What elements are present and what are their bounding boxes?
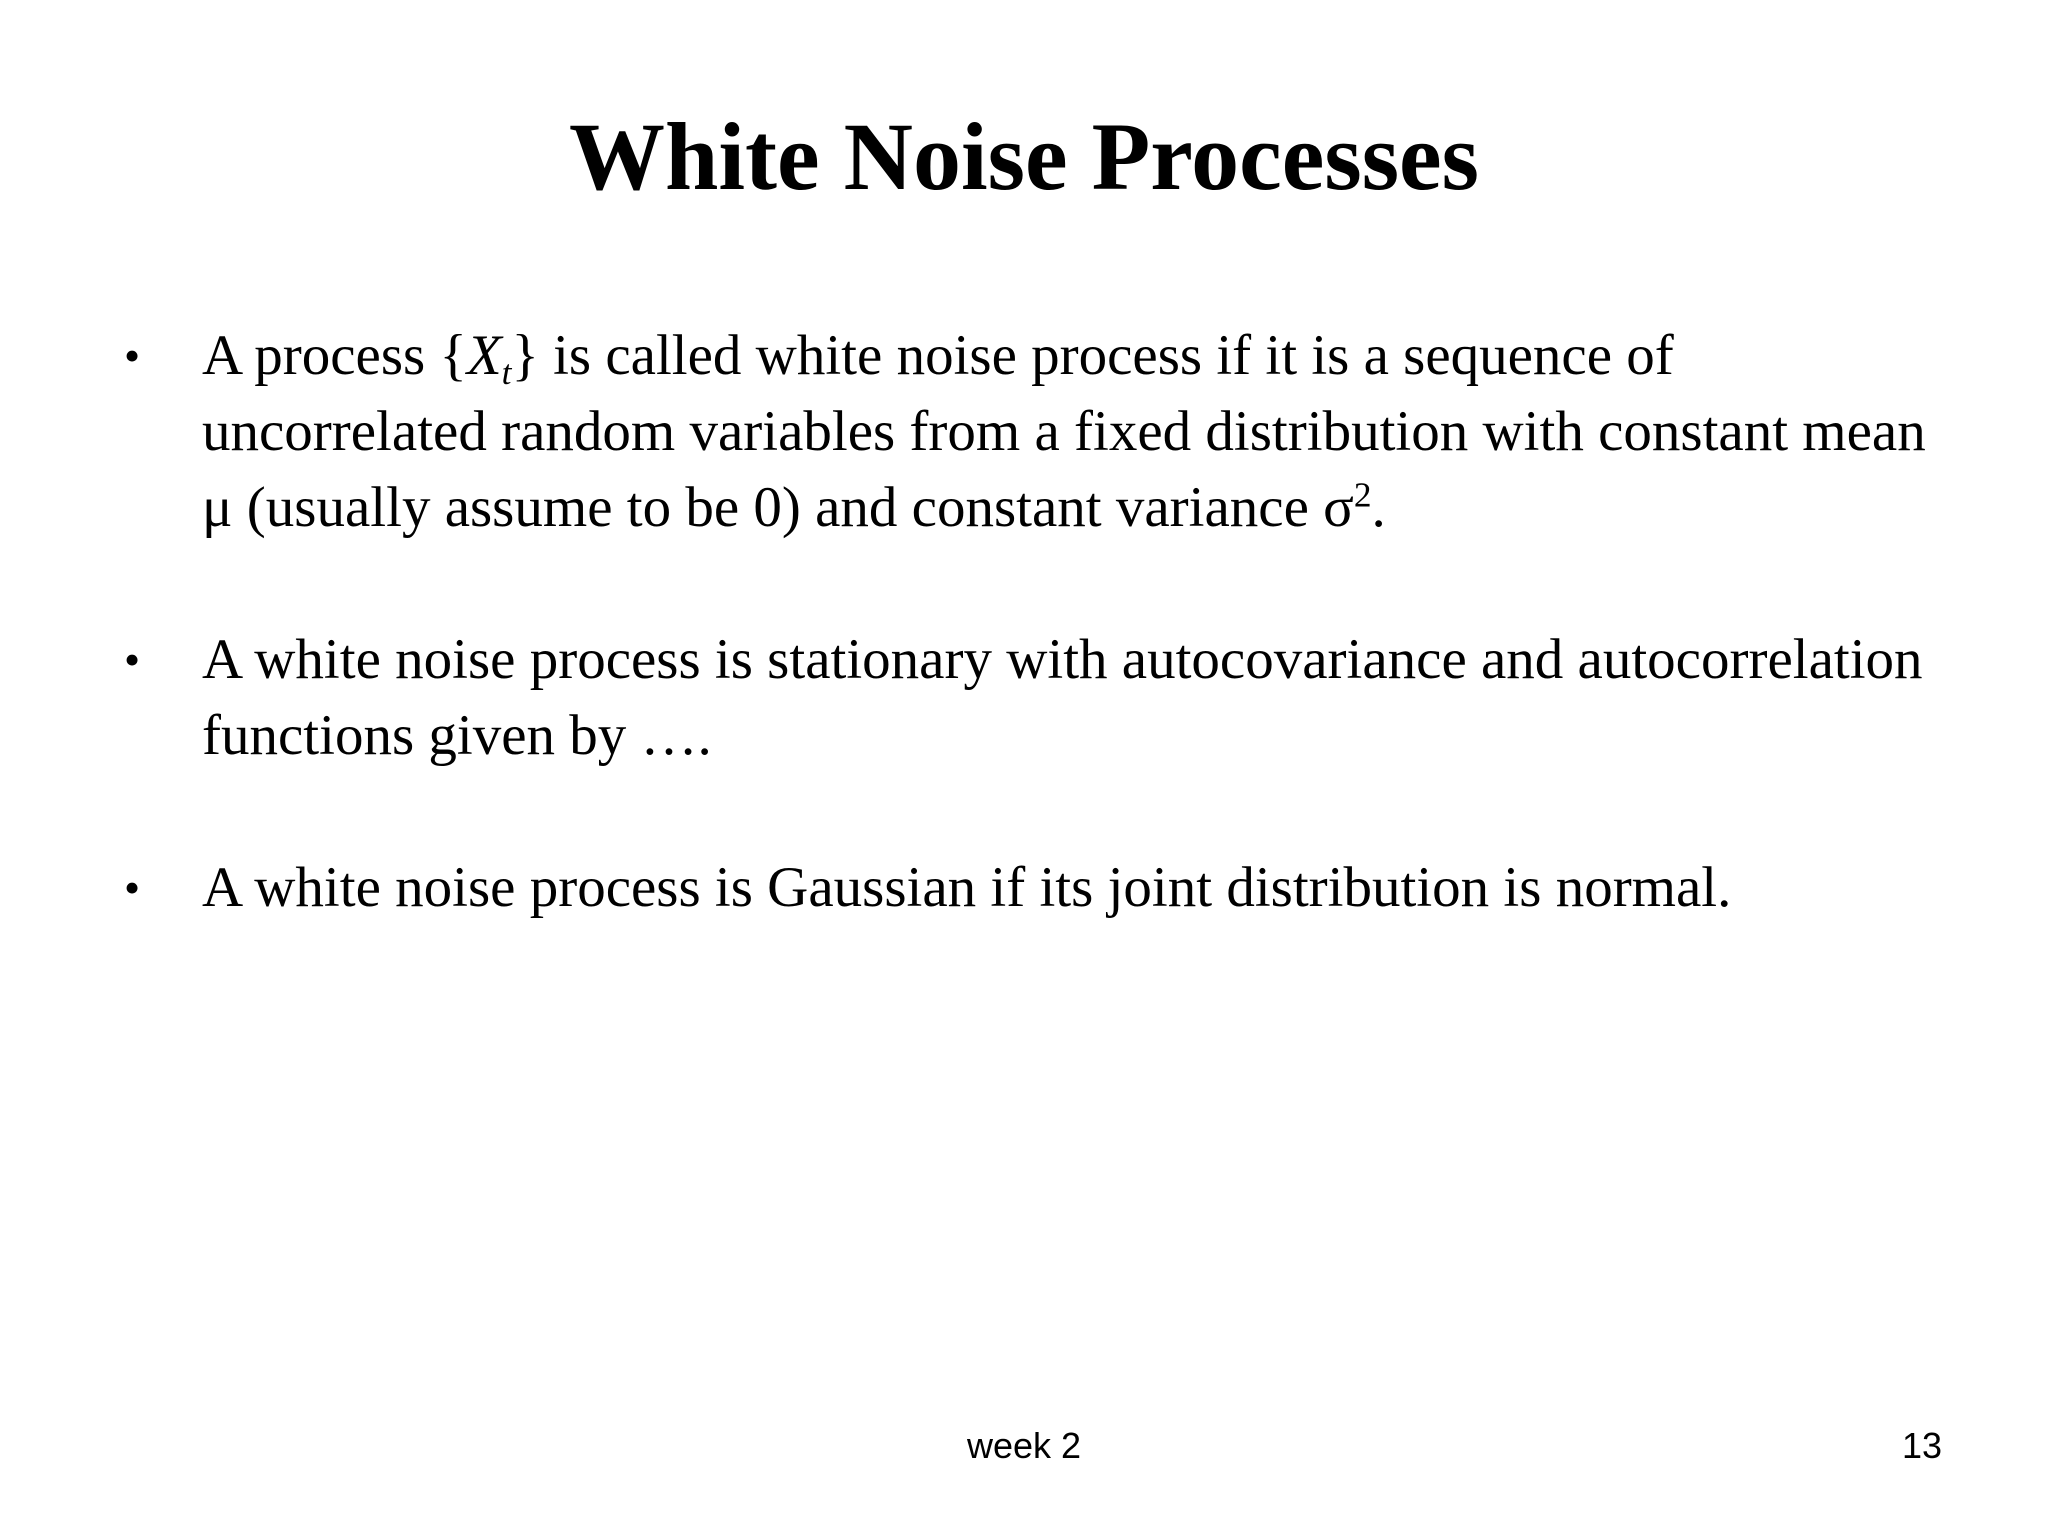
bullet-text: A white noise process is stationary with autocovariance and autocorrelation functions given by ….: [202, 628, 1923, 767]
text-end: .: [1371, 476, 1386, 539]
text-suffix: is called white noise process if it is a sequence of uncorrelated random variables from a fixed distribution with constant mean μ (usually assume to be 0) and constant variance σ: [202, 324, 1926, 539]
brace-close: }: [511, 324, 539, 387]
page-number: 13: [1901, 1425, 1942, 1466]
bullet-list: [118, 318, 1958, 926]
bullet-marker: •: [124, 330, 141, 381]
bullet-text: A white noise process is Gaussian if its joint distribution is normal.: [202, 856, 1732, 919]
math-superscript: 2: [1353, 475, 1372, 515]
bullet-marker: •: [124, 634, 141, 685]
footer-week-label: week 2: [966, 1425, 1082, 1466]
text-prefix: A process: [202, 324, 440, 387]
bullet-item-gaussian: [118, 850, 1958, 926]
bullet-item-definition: [118, 318, 1958, 546]
math-subscript: t: [501, 352, 512, 392]
bullet-item-stationary: [118, 622, 1958, 774]
math-variable: X: [466, 324, 502, 387]
brace-open: {: [439, 324, 467, 387]
bullet-text: [202, 318, 1958, 546]
bullet-marker: •: [124, 862, 141, 913]
slide-title: White Noise Processes: [568, 103, 1480, 210]
